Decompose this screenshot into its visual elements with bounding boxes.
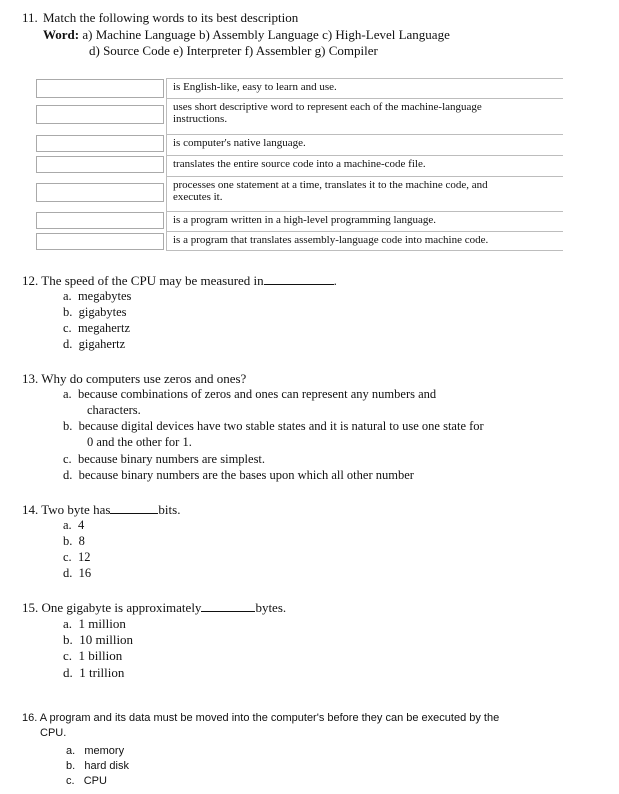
q13-option-b-cont: 0 and the other for 1. [87, 435, 192, 449]
option-letter: c. [63, 648, 73, 663]
q15-blank[interactable] [201, 601, 255, 612]
option-letter: a. [63, 387, 72, 401]
option-text: gigabytes [78, 305, 127, 319]
option-text: 10 million [79, 632, 134, 647]
description-2-line1: uses short descriptive word to represent each of the machine-language [173, 101, 482, 113]
q15-text: 15. One gigabyte is approximately [22, 600, 202, 615]
description-6-line: is a program written in a high-level programming language. [173, 214, 437, 226]
q12-text: 12. The speed of the CPU may be measured in [22, 273, 264, 288]
description-4-line: translates the entire source code into a machine-code file. [173, 158, 426, 170]
option-text: megabytes [77, 289, 132, 303]
q12-option-b[interactable] [63, 305, 127, 320]
q16-stem-line1: 16. A program and its data must be moved into the computer's before they can be executed by the [22, 712, 500, 724]
option-text: 12 [77, 550, 91, 564]
description-6 [166, 211, 563, 231]
option-text: because binary numbers are the bases upon which all other number [78, 468, 414, 482]
q14-text: 14. Two byte has [22, 502, 111, 517]
q14-option-a[interactable] [63, 518, 84, 533]
description-7 [166, 231, 563, 251]
option-text: 1 trillion [79, 665, 125, 680]
q11-word-line1 [43, 27, 450, 43]
q11-prompt: Match the following words to its best description [43, 10, 299, 25]
answer-box-4[interactable] [36, 156, 164, 173]
q16-option-a[interactable] [66, 745, 124, 757]
description-1-line: is English-like, easy to learn and use. [173, 81, 337, 93]
q15-option-c[interactable] [63, 648, 122, 664]
option-text: memory [84, 745, 125, 757]
description-4 [166, 155, 563, 175]
q13-stem: 13. Why do computers use zeros and ones? [22, 371, 247, 386]
q15-option-a[interactable] [63, 616, 126, 632]
description-5 [166, 176, 563, 210]
option-text: because binary numbers are simplest. [77, 452, 266, 466]
option-letter: a. [63, 616, 73, 631]
q12-end: . [333, 273, 337, 288]
q12-option-a[interactable] [63, 289, 131, 304]
option-letter: b. [63, 305, 73, 319]
q11-word-line2: d) Source Code e) Interpreter f) Assembler g) Compiler [89, 43, 378, 58]
option-letter: b. [66, 760, 76, 772]
option-text: 16 [78, 566, 92, 580]
q12-option-c[interactable] [63, 321, 130, 336]
q13-option-a-cont: characters. [87, 403, 141, 417]
answer-box-2[interactable] [36, 105, 164, 124]
answer-box-7[interactable] [36, 233, 164, 250]
option-text: 8 [78, 534, 85, 548]
q15-end: bytes. [255, 600, 287, 615]
option-letter: b. [63, 534, 73, 548]
option-text: hard disk [84, 760, 129, 772]
option-letter: a. [66, 745, 76, 757]
q15-option-d[interactable] [63, 665, 124, 681]
q14-end: bits. [158, 502, 181, 517]
q14-blank[interactable] [110, 503, 158, 514]
option-letter: c. [66, 775, 75, 787]
option-text-line1: because digital devices have two stable states and it is natural to use one state for [78, 419, 484, 433]
answer-box-3[interactable] [36, 135, 164, 152]
option-letter: d. [63, 665, 73, 680]
q13-option-c[interactable] [63, 452, 265, 467]
q12-option-d[interactable] [63, 337, 125, 352]
q15-option-b[interactable] [63, 632, 133, 648]
option-text: megahertz [77, 321, 130, 335]
option-letter: a. [63, 518, 72, 532]
option-text: CPU [83, 775, 107, 787]
description-5-line2: executes it. [173, 191, 223, 203]
q11-number: 11. [22, 10, 38, 25]
description-5-line1: processes one statement at a time, translates it to the machine code, and [173, 179, 488, 191]
q14-option-c[interactable] [63, 550, 90, 565]
option-letter: d. [63, 468, 73, 482]
description-3-line: is computer's native language. [173, 137, 306, 149]
option-letter: b. [63, 632, 73, 647]
answer-box-6[interactable] [36, 212, 164, 229]
q12-stem [22, 273, 337, 289]
option-letter: c. [63, 550, 72, 564]
option-text: 1 billion [78, 648, 123, 663]
answer-box-1[interactable] [36, 79, 164, 98]
description-3 [166, 134, 563, 154]
answer-box-5[interactable] [36, 183, 164, 202]
q16-option-c[interactable] [66, 775, 107, 787]
q16-stem-line2: CPU. [40, 727, 67, 739]
description-2-line2: instructions. [173, 113, 228, 125]
option-letter: d. [63, 566, 73, 580]
q14-option-b[interactable] [63, 534, 85, 549]
q14-option-d[interactable] [63, 566, 91, 581]
option-letter: c. [63, 321, 72, 335]
option-text: 1 million [78, 616, 126, 631]
q16-option-b[interactable] [66, 760, 129, 772]
q13-option-a[interactable] [63, 387, 436, 402]
option-text-line1: because combinations of zeros and ones can represent any numbers and [77, 387, 437, 401]
option-letter: c. [63, 452, 72, 466]
q12-blank[interactable] [264, 274, 334, 285]
q13-option-b[interactable] [63, 419, 484, 434]
option-text: gigahertz [78, 337, 126, 351]
q15-stem [22, 600, 286, 616]
option-letter: a. [63, 289, 72, 303]
q14-stem [22, 502, 180, 518]
description-2 [166, 98, 563, 132]
q11-word-label: Word: [43, 27, 80, 42]
option-letter: b. [63, 419, 73, 433]
q13-option-d[interactable] [63, 468, 414, 483]
option-letter: d. [63, 337, 73, 351]
description-1 [166, 78, 563, 98]
q11-word-list: a) Machine Language b) Assembly Language c) High-Level Language [82, 27, 450, 42]
description-7-line: is a program that translates assembly-language code into machine code. [173, 234, 489, 246]
option-text: 4 [77, 518, 85, 532]
